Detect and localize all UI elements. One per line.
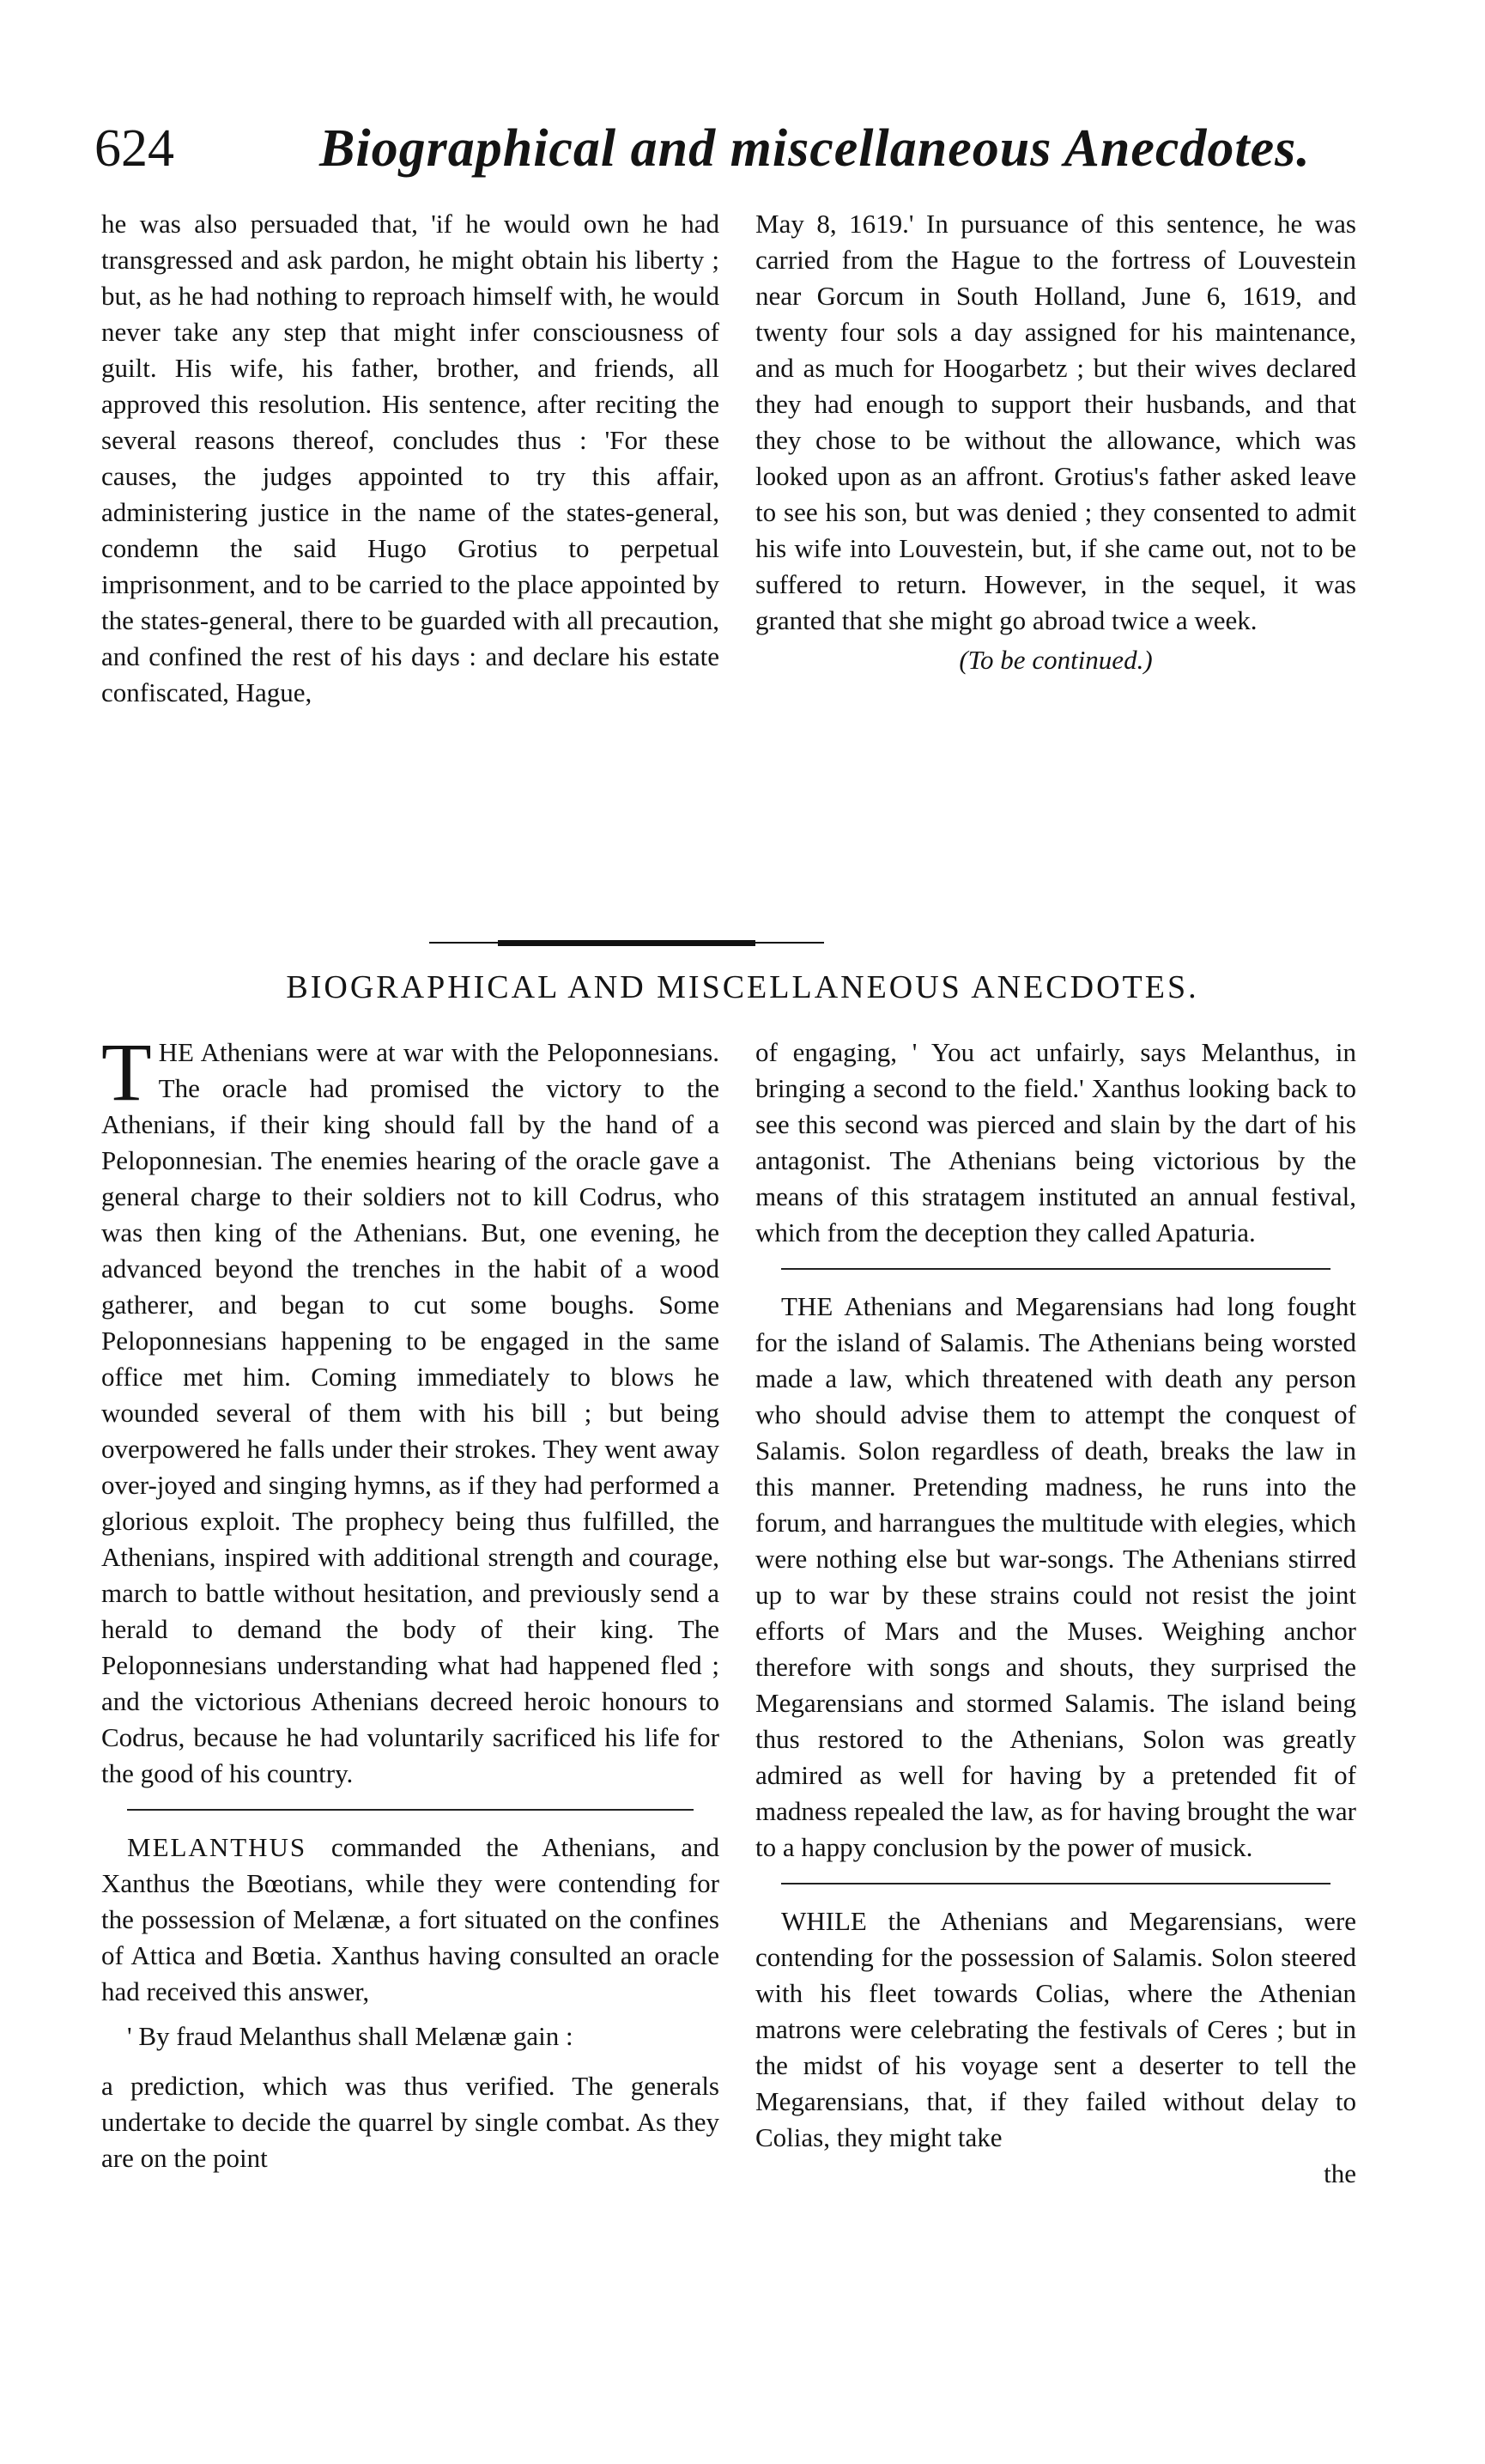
section-rule xyxy=(498,940,755,946)
top-left-column xyxy=(101,206,719,711)
dropcap-letter: T xyxy=(101,1026,152,1118)
bottom-right-column xyxy=(755,1035,1356,2192)
melanthus-conclusion: of engaging, ' You act unfairly, says Melanthus, in bringing a second to the field.' Xanthus looking back to see this second was pierced and slain by the dart of his antagonist. The Athenians being victorious by the means of this stratagem instituted an annual festival, which from the deception they called Apaturia. xyxy=(755,1037,1356,1247)
melanthus-text: commanded the Athenians, and Xanthus the Bœotians, while they were contending for the possession of Melænæ, a fort situated on the confines of Attica and Bœtia. Xanthus having consulted an oracle had received this answer, xyxy=(101,1832,719,2006)
catchword: the xyxy=(1324,2158,1356,2188)
continued-note: (To be continued.) xyxy=(959,645,1153,675)
oracle-verse: ' By fraud Melanthus shall Melænæ gain : xyxy=(127,2021,573,2051)
melanthus-text-cont: a prediction, which was thus verified. The generals undertake to decide the quarrel by single combat. As they are on the point xyxy=(101,2071,719,2173)
anecdote-divider xyxy=(781,1883,1330,1884)
melanthus-name: MELANTHUS xyxy=(127,1832,307,1862)
grotius-text-part-2: May 8, 1619.' In pursuance of this sentence, he was carried from the Hague to the fortress of Louvestein near Gorcum in South Holland, June 6, 1619, and twenty four sols a day assigned for his maintenance, and as much for Hoogarbetz ; but their wives declared they had enough to support their husbands, and that they chose to be without the allowance, which was looked upon as an affront. Grotius's father asked leave to see his son, but was denied ; they consented to admit his wife into Louvestein, but, if she came out, not to be suffered to return. However, in the sequel, it was granted that she might go abroad twice a week. xyxy=(755,209,1356,635)
section-heading: BIOGRAPHICAL AND MISCELLANEOUS ANECDOTES. xyxy=(286,969,1199,1005)
codrus-anecdote xyxy=(101,1026,719,1792)
grotius-text-part-1: he was also persuaded that, 'if he would own he had transgressed and ask pardon, he might obtain his liberty ; but, as he had nothing to reproach himself with, he would never take any step that might infer consciousness of guilt. His wife, his father, brother, and friends, all approved this resolution. His sentence, after reciting the several reasons thereof, concludes thus : 'For these causes, the judges appointed to try this affair, administering justice in the name of the states-general, condemn the said Hugo Grotius to perpetual imprisonment, and to be carried to the place appointed by the states-general, there to be guarded with all precaution, and confined the rest of his days : and declare his estate confiscated, Hague, xyxy=(101,209,719,707)
bottom-left-column xyxy=(101,1026,719,2176)
page-number: 624 xyxy=(94,119,174,178)
melanthus-anecdote xyxy=(101,1830,719,2010)
anecdote-divider xyxy=(127,1809,694,1811)
running-head xyxy=(94,118,1399,196)
solon-colias-anecdote: WHILE the Athenians and Megarensians, were contending for the possession of Salamis. Solon steered with his fleet towards Colias, where the Athenian matrons were celebrating the festivals of Ceres ; but in the midst of his voyage sent a deserter to tell the Megarensians, that, if they failed without delay to Colias, they might take xyxy=(755,1906,1356,2152)
codrus-text: HE Athenians were at war with the Peloponnesians. The oracle had promised the victory to the Athenians, if their king should fall by the hand of a Peloponnesian. The enemies hearing of the oracle gave a general charge to their soldiers not to kill Codrus, who was then king of the Athenians. But, one evening, he advanced beyond the trenches in the habit of a wood gatherer, and began to cut some boughs. Some Peloponnesians happening to be engaged in the same office met him. Coming immediately to blows he wounded several of them with his bill ; but being overpowered he falls under their strokes. They went away over-joyed and singing hymns, as if they had performed a glorious exploit. The prophecy being thus fulfilled, the Athenians, inspired with additional strength and courage, march to battle without hesitation, and previously send a herald to demand the body of their king. The Peloponnesians understanding what had happened fled ; and the victorious Athenians decreed heroic honours to Codrus, because he had voluntarily sacrificed his life for the good of his country. xyxy=(101,1037,719,1788)
running-title: Biographical and miscellaneous Anecdotes. xyxy=(319,119,1311,178)
solon-salamis-anecdote: THE Athenians and Megarensians had long fought for the island of Salamis. The Athenians being worsted made a law, which threatened with death any person who should advise them to attempt the conquest of Salamis. Solon regardless of death, breaks the law in this manner. Pretending madness, he runs into the forum, and harrangues the multitude with elegies, which were nothing else but war-songs. The Athenians stirred up to war by these strains could not resist the joint efforts of Mars and the Muses. Weighing anchor therefore with songs and shouts, they surprised the Megarensians and stormed Salamis. The island being thus restored to the Athenians, Solon was greatly admired as well for having by a pretended fit of madness repealed the law, as for having brought the war to a happy conclusion by the power of musick. xyxy=(755,1291,1356,1862)
top-right-column xyxy=(755,206,1356,678)
anecdote-divider xyxy=(781,1268,1330,1270)
